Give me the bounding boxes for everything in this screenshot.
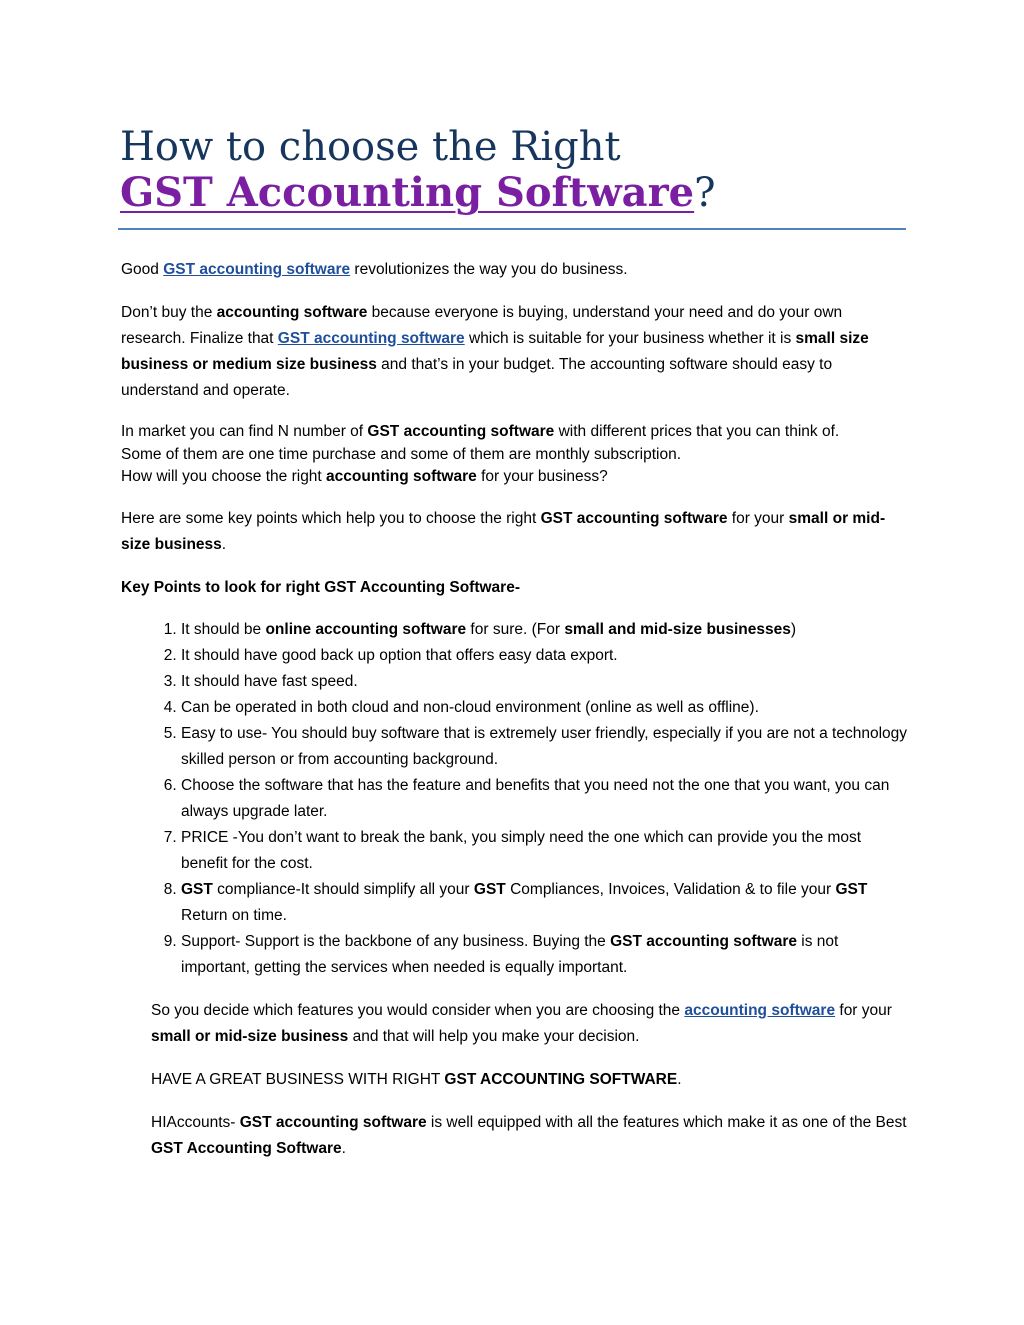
- list-item: [181, 825, 911, 877]
- text: compliance-It should simplify all your: [212, 880, 474, 898]
- text: It should have fast speed.: [181, 672, 358, 690]
- bold-text: GST: [473, 880, 506, 898]
- text: ): [790, 620, 797, 638]
- text: It should be: [181, 620, 266, 638]
- text: .: [341, 1139, 346, 1157]
- paragraph-intro: [121, 257, 911, 283]
- text: Choose the software that has the feature and benefits that you need not the one that you want, you can always upgrade later.: [181, 776, 890, 820]
- paragraph-great-business: [121, 1067, 911, 1093]
- page-title: [120, 124, 910, 216]
- bold-text: accounting software: [216, 304, 368, 321]
- text: for your: [835, 1001, 892, 1019]
- heading-text: Key Points to look for right GST Accounting Software-: [121, 578, 520, 596]
- bold-text: GST accounting software: [239, 1113, 427, 1131]
- text: for your: [727, 509, 789, 527]
- paragraph-decide: [121, 998, 911, 1050]
- text: for your business?: [476, 468, 608, 485]
- text: Good: [121, 261, 164, 278]
- text: Compliances, Invoices, Validation & to file your: [505, 880, 836, 898]
- bold-text: online accounting software: [265, 620, 467, 638]
- text: How will you choose the right: [121, 468, 327, 485]
- text: Easy to use- You should buy software that is extremely user friendly, especially if you are not a technology skilled person or from accounting background.: [181, 724, 908, 768]
- text: Some of them are one time purchase and some of them are monthly subscription.: [121, 445, 682, 463]
- text: is well equipped with all the features which make it as one of the Best: [426, 1113, 907, 1131]
- bold-text: small or mid-size business: [151, 1027, 349, 1045]
- bold-text: GST: [181, 880, 213, 898]
- paragraph-hiaccounts: [121, 1110, 911, 1162]
- text: HIAccounts-: [151, 1113, 240, 1131]
- bold-text: small and mid-size businesses: [564, 620, 791, 638]
- text: PRICE -You don’t want to break the bank, you simply need the one which can provide you the most benefit for the cost.: [181, 828, 862, 872]
- list-item: [181, 877, 911, 929]
- bold-text: GST accounting software: [540, 509, 728, 527]
- text: It should have good back up option that offers easy data export.: [181, 646, 618, 664]
- list-item: [181, 669, 911, 695]
- text: Return on time.: [181, 906, 287, 924]
- text: Here are some key points which help you to choose the right: [121, 509, 541, 527]
- text: is not important, getting the services when needed is equally important.: [181, 932, 839, 976]
- list-item: [181, 721, 911, 773]
- text: Don’t buy the: [121, 304, 217, 321]
- title-line-1: How to choose the Right: [120, 124, 621, 170]
- bold-text: GST: [835, 880, 868, 898]
- bold-text: GST accounting software: [610, 932, 797, 950]
- paragraph-market: [121, 421, 911, 489]
- text: and that’s in your budget. The accounting software should easy to understand and operate.: [121, 356, 833, 399]
- text: with different prices that you can think of.: [554, 423, 840, 440]
- bold-text: small or mid-size business: [121, 509, 886, 553]
- text: HAVE A GREAT BUSINESS WITH RIGHT: [151, 1070, 445, 1088]
- text: because everyone is buying, understand your need and do your own research. Finalize that: [121, 304, 843, 347]
- bold-text: GST Accounting Software: [151, 1139, 342, 1157]
- key-points-list: [121, 617, 911, 981]
- title-suffix: ?: [694, 170, 716, 216]
- list-item: [181, 929, 911, 981]
- link-accounting-software[interactable]: accounting software: [684, 1001, 836, 1019]
- text: for sure. (For: [466, 620, 565, 638]
- list-item: [181, 695, 911, 721]
- title-link-gst-accounting-software[interactable]: GST Accounting Software: [120, 169, 695, 216]
- text: which is suitable for your business whether it is: [464, 330, 796, 347]
- link-gst-accounting-software[interactable]: GST accounting software: [163, 261, 351, 278]
- paragraph-key-points-intro: [121, 506, 911, 558]
- list-item: [181, 617, 911, 643]
- bold-text: GST ACCOUNTING SOFTWARE: [444, 1070, 678, 1088]
- list-item: [181, 643, 911, 669]
- bold-text: accounting software: [326, 468, 477, 485]
- key-points-heading: [121, 575, 911, 601]
- text: Support- Support is the backbone of any business. Buying the: [181, 932, 611, 950]
- link-gst-accounting-software[interactable]: GST accounting software: [277, 330, 465, 347]
- text: Can be operated in both cloud and non-cloud environment (online as well as offline).: [181, 698, 759, 716]
- text: and that will help you make your decision.: [348, 1027, 640, 1045]
- title-divider: [118, 228, 906, 230]
- list-item: [181, 773, 911, 825]
- text: In market you can find N number of: [121, 423, 368, 440]
- text: .: [221, 535, 227, 553]
- paragraph-dont-buy: [121, 300, 911, 404]
- bold-text: small size business or medium size business: [121, 330, 869, 373]
- text: .: [677, 1070, 682, 1088]
- text: So you decide which features you would consider when you are choosing the: [151, 1001, 685, 1019]
- text: revolutionizes the way you do business.: [350, 261, 628, 278]
- document-body: [121, 257, 911, 1162]
- bold-text: GST accounting software: [367, 423, 555, 440]
